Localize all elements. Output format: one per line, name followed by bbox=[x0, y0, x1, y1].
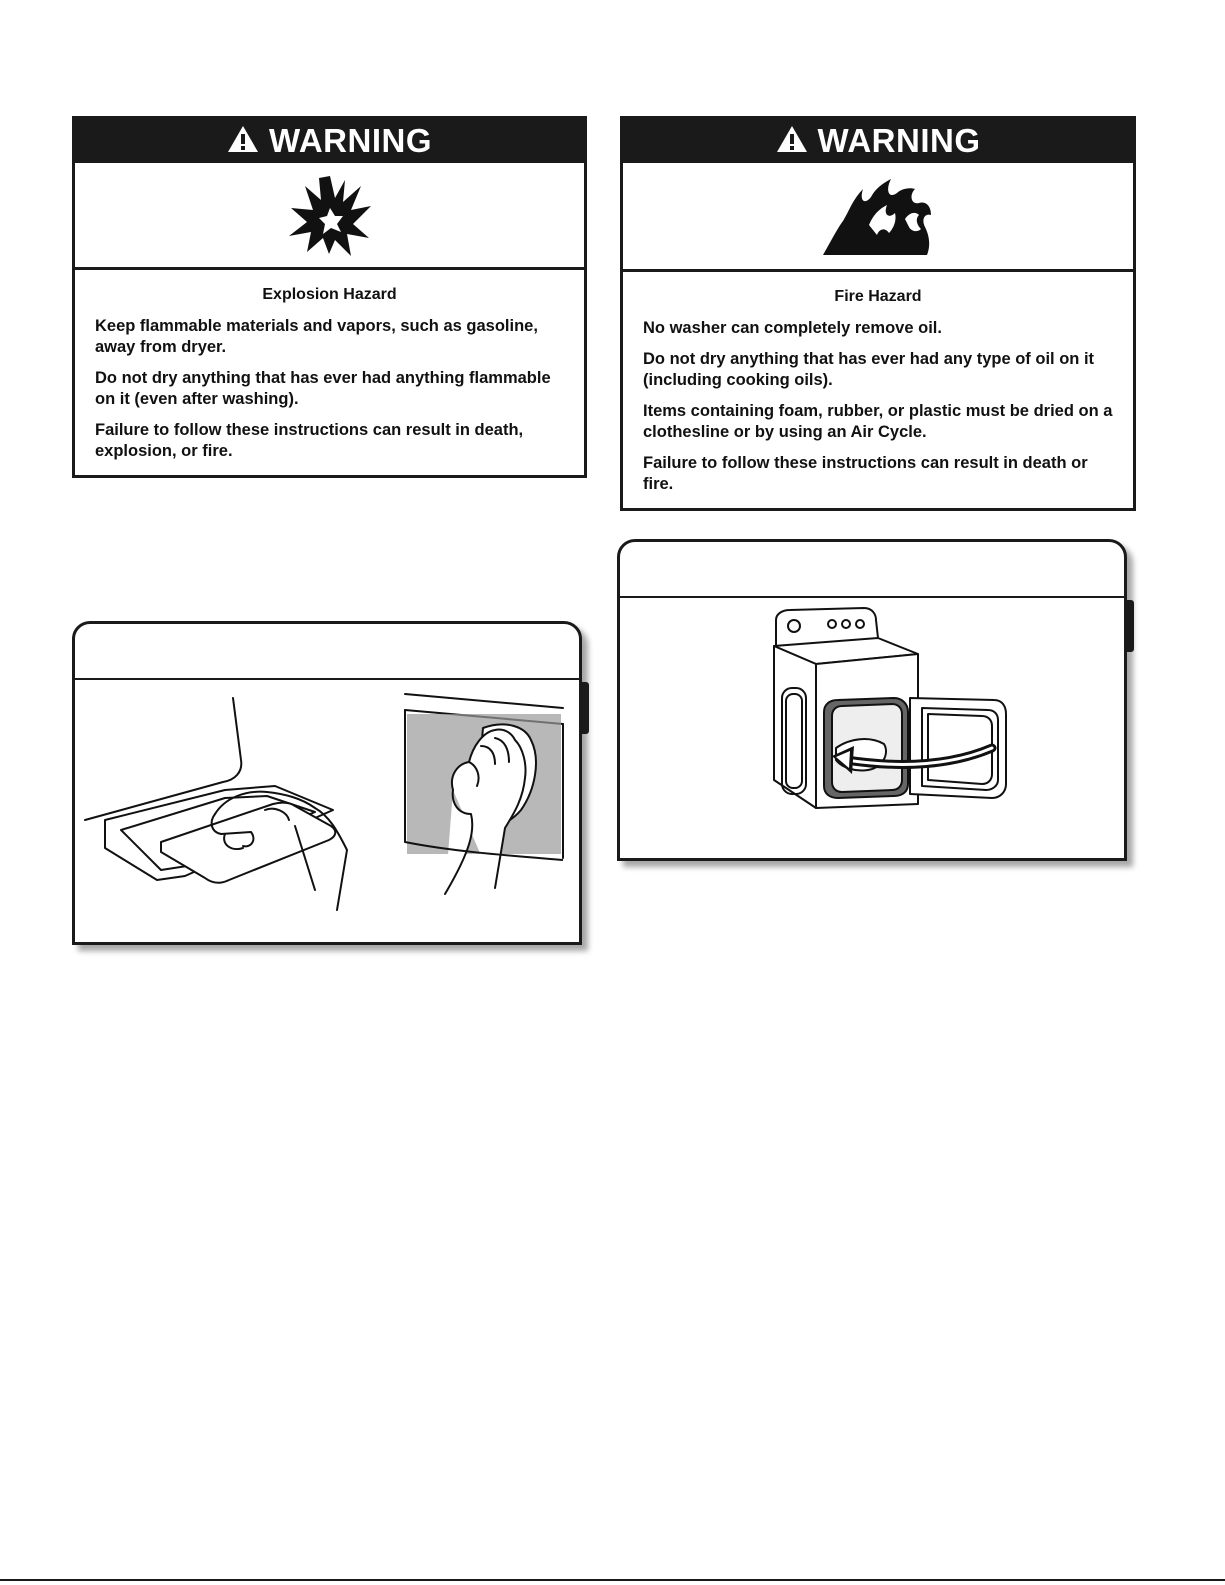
explosion-warning-box bbox=[72, 116, 587, 478]
hazard-paragraph: Failure to follow these instructions can result in death, explosion, or fire. bbox=[95, 421, 524, 460]
warning-triangle-icon bbox=[227, 125, 259, 153]
hazard-paragraph: Do not dry anything that has ever had anything flammable on it (even after washing). bbox=[95, 369, 551, 408]
hazard-paragraph: No washer can completely remove oil. bbox=[643, 319, 942, 337]
page-footer-rule bbox=[0, 1579, 1225, 1581]
hazard-paragraph: Failure to follow these instructions can result in death or fire. bbox=[643, 454, 1088, 493]
warning-triangle-icon bbox=[776, 125, 808, 153]
figure-frame bbox=[617, 539, 1127, 861]
hazard-title: Explosion Hazard bbox=[262, 286, 397, 303]
warning-heading: WARNING bbox=[269, 122, 432, 159]
hazard-paragraph: Do not dry anything that has ever had any type of oil on it (including cooking oils). bbox=[643, 350, 1095, 389]
figure-title-bar bbox=[75, 624, 579, 680]
figure-side-tab bbox=[582, 682, 589, 734]
figure-frame bbox=[72, 621, 582, 945]
explosion-icon bbox=[285, 172, 375, 258]
warning-header bbox=[623, 119, 1133, 163]
lint-screen-cleaning-illustration bbox=[75, 680, 579, 942]
warning-heading: WARNING bbox=[817, 122, 981, 159]
fire-icon bbox=[819, 175, 937, 257]
warning-header bbox=[75, 119, 584, 163]
hazard-symbol-area bbox=[75, 163, 584, 270]
figure-title-bar bbox=[620, 542, 1124, 598]
hazard-paragraph: Items containing foam, rubber, or plastic must be dried on a clothesline or by using an Air Cycle. bbox=[643, 402, 1113, 441]
hazard-title: Fire Hazard bbox=[834, 288, 922, 305]
dryer-door-open-illustration bbox=[620, 598, 1124, 858]
hazard-paragraph: Keep flammable materials and vapors, such as gasoline, away from dryer. bbox=[95, 317, 538, 356]
lint-screen-figure-panel bbox=[72, 621, 582, 945]
fire-warning-box bbox=[620, 116, 1136, 511]
dryer-door-figure-panel bbox=[617, 539, 1127, 861]
hazard-symbol-area bbox=[623, 163, 1133, 272]
figure-side-tab bbox=[1127, 600, 1134, 652]
